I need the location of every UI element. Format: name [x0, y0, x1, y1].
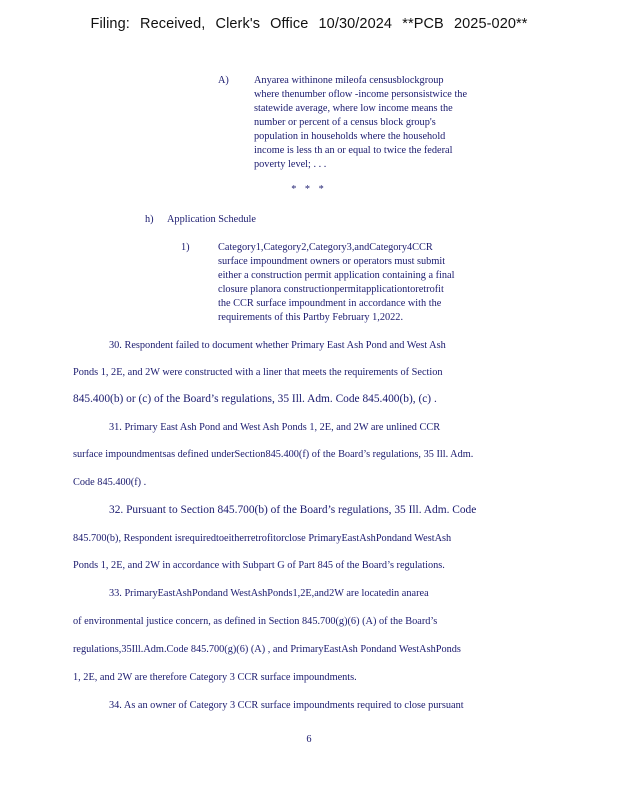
page-number: 6 [306, 734, 312, 745]
filing-header: Filing: Received, Clerk's Office 10/30/2024 **PCB 2025-020** [90, 16, 528, 32]
item-1-line: surface impoundment owners or operators must submit [218, 256, 446, 267]
item-1-line: requirements of this Partby February 1,2022. [218, 312, 404, 323]
paragraph-31-line: surface impoundmentsas defined underSection845.400(f) of the Board’s regulations, 35 Ill. Adm. [73, 449, 474, 460]
subsection-a-line: number or percent of a census block group's [254, 117, 436, 128]
paragraph-32-line: Ponds 1, 2E, and 2W in accordance with Subpart G of Part 845 of the Board’s regulations. [73, 560, 445, 571]
paragraph-30-line: 845.400(b) or (c) of the Board’s regulations, 35 Ill. Adm. Code 845.400(b), (c) . [73, 393, 437, 405]
subsection-a-line: statewide average, where low income means the [254, 103, 453, 114]
item-1-line: Category1,Category2,Category3,andCategory4CCR [218, 242, 433, 253]
item-1-line: the CCR surface impoundment in accordance with the [218, 298, 442, 309]
subsection-a-label: A) [218, 75, 229, 86]
subsection-h-title: Application Schedule [167, 214, 256, 225]
paragraph-34-line: 34. As an owner of Category 3 CCR surface impoundments required to close pursuant [109, 700, 464, 711]
subsection-h-label: h) [145, 214, 154, 225]
subsection-a-line: income is less th an or equal to twice the federal [254, 145, 453, 156]
paragraph-33-line: of environmental justice concern, as defined in Section 845.700(g)(6) (A) of the Board’s [73, 616, 438, 627]
item-1-line: either a construction permit application containing a final [218, 270, 455, 281]
paragraph-31-line: Code 845.400(f) . [73, 477, 147, 488]
paragraph-32-line: 32. Pursuant to Section 845.700(b) of the Board’s regulations, 35 Ill. Adm. Code [109, 504, 477, 516]
subsection-a-line: Anyarea withinone mileofa censusblockgroup [254, 75, 444, 86]
omission-stars: * * * [291, 184, 327, 195]
subsection-a-line: population in households where the household [254, 131, 446, 142]
subsection-a-line: poverty level; . . . [254, 159, 327, 170]
paragraph-33-line: 33. PrimaryEastAshPondand WestAshPonds1,2E,and2W are locatedin anarea [109, 588, 429, 599]
paragraph-33-line: 1, 2E, and 2W are therefore Category 3 CCR surface impoundments. [73, 672, 357, 683]
item-1-label: 1) [181, 242, 190, 253]
paragraph-31-line: 31. Primary East Ash Pond and West Ash Ponds 1, 2E, and 2W are unlined CCR [109, 422, 441, 433]
paragraph-33-line: regulations,35Ill.Adm.Code 845.700(g)(6) (A) , and PrimaryEastAsh Pondand WestAshPonds [73, 644, 461, 655]
paragraph-32-line: 845.700(b), Respondent isrequiredtoeitherretrofitorclose PrimaryEastAshPondand WestAsh [73, 533, 452, 544]
item-1-line: closure planora constructionpermitapplicationtoretrofit [218, 284, 444, 295]
paragraph-30-line: Ponds 1, 2E, and 2W were constructed with a liner that meets the requirements of Section [73, 367, 443, 378]
subsection-a-line: where thenumber oflow -income personsistwice the [254, 89, 468, 100]
paragraph-30-line: 30. Respondent failed to document whether Primary East Ash Pond and West Ash [109, 340, 446, 351]
